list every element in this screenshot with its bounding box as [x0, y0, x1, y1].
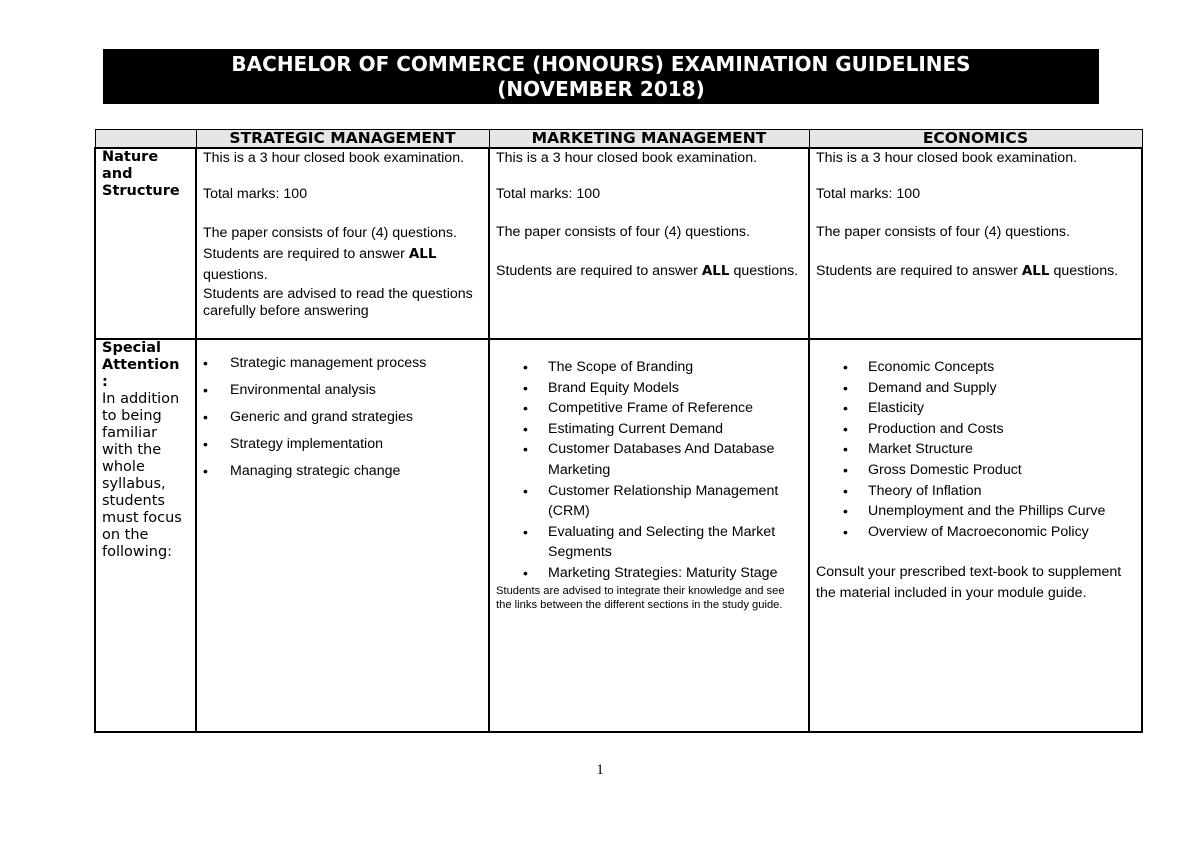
marketing-answer-all: Students are required to answer ALL questions. [496, 263, 799, 279]
strategic-topic-item [203, 354, 482, 372]
nature-structure-row [95, 148, 1142, 339]
strategic-topic-item-text: Strategy implementation [230, 436, 383, 452]
strategic-topic-item [203, 435, 482, 453]
bullet-icon: • [843, 461, 848, 478]
bullet-icon: • [203, 355, 208, 371]
economics-topic-item [816, 419, 1135, 440]
economics-total-marks: Total marks: 100 [816, 186, 921, 202]
marketing-topic-item-text: Marketing Strategies: Maturity Stage [548, 564, 778, 581]
page-number: 1 [596, 762, 604, 778]
economics-topics-list [816, 357, 1135, 542]
bullet-icon: • [523, 441, 528, 458]
marketing-paper-structure: The paper consists of four (4) questions. [496, 224, 750, 240]
special-attention-row [95, 339, 1142, 732]
marketing-topic-item-text: The Scope of Branding [548, 359, 694, 375]
table-header-row [95, 130, 1142, 149]
marketing-topics-cell [489, 339, 809, 732]
strategic-topics-cell [196, 339, 489, 732]
economics-topic-item-text: Overview of Macroeconomic Policy [868, 523, 1089, 540]
strategic-topic-item-text: Environmental analysis [230, 382, 376, 398]
marketing-topic-item [496, 378, 802, 399]
bullet-icon: • [843, 482, 848, 499]
bullet-icon: • [523, 523, 528, 540]
marketing-topic-item-text: Competitive Frame of Reference [548, 400, 754, 417]
economics-textbook-note: Consult your prescribed text-book to supplement the material included in your module guide. [816, 564, 1122, 602]
bullet-icon: • [843, 523, 848, 540]
economics-topic-item [816, 460, 1135, 481]
row-label-special [95, 339, 196, 732]
economics-topic-item [816, 481, 1135, 502]
header-economics: ECONOMICS [809, 130, 1142, 149]
header-marketing-management: MARKETING MANAGEMENT [489, 130, 809, 149]
economics-topic-item-text: Economic Concepts [868, 359, 995, 375]
economics-topics-cell [809, 339, 1142, 732]
bullet-icon: • [523, 420, 528, 437]
economics-topic-item [816, 501, 1135, 522]
bullet-icon: • [203, 409, 208, 425]
economics-topic-item-text: Elasticity [868, 400, 924, 417]
economics-topic-item [816, 439, 1135, 460]
economics-paper-structure: The paper consists of four (4) questions. [816, 224, 1070, 240]
marketing-exam-type: This is a 3 hour closed book examination. [496, 150, 758, 166]
bullet-icon: • [203, 463, 208, 479]
special-attention-label: Special Attention : [102, 340, 180, 390]
bullet-icon: • [523, 564, 528, 581]
marketing-topic-item-text: Estimating Current Demand [548, 420, 724, 437]
special-attention-text: In addition to being familiar with the whole syllabus, students must focus on the following: [102, 391, 182, 560]
strategic-topic-item-text: Managing strategic change [230, 463, 401, 479]
marketing-topic-item [496, 357, 802, 378]
economics-topic-item-text: Gross Domestic Product [868, 461, 1022, 478]
strategic-nature-cell [196, 148, 489, 339]
economics-topic-item-text: Production and Costs [868, 420, 1004, 437]
marketing-topics-list [496, 357, 802, 584]
row-label-nature [95, 148, 196, 339]
nature-label: Nature and Structure [102, 149, 180, 199]
economics-answer-all: Students are required to answer ALL questions. [816, 263, 1119, 279]
marketing-integration-note: Students are advised to integrate their knowledge and see the links between the different sections in the study guide. [496, 584, 785, 611]
strategic-advice: Students are advised to read the questions carefully before answering [203, 286, 473, 319]
strategic-topic-item [203, 408, 482, 426]
bullet-icon: • [203, 436, 208, 452]
marketing-topic-item [496, 563, 802, 584]
strategic-total-marks: Total marks: 100 [203, 186, 308, 202]
marketing-topic-item [496, 439, 802, 480]
economics-topic-item-text: Theory of Inflation [868, 482, 982, 499]
economics-topic-item-text: Unemployment and the Phillips Curve [868, 503, 1106, 520]
bullet-icon: • [843, 359, 848, 375]
bullet-icon: • [523, 400, 528, 417]
bullet-icon: • [843, 379, 848, 396]
guidelines-table [94, 129, 1143, 733]
bullet-icon: • [203, 382, 208, 398]
marketing-topic-item [496, 522, 802, 563]
bullet-icon: • [523, 379, 528, 396]
title-line-2: (NOVEMBER 2018) [497, 77, 705, 101]
strategic-topic-item [203, 381, 482, 399]
marketing-topic-item-text: Customer Databases And Database Marketing [548, 441, 775, 478]
economics-exam-type: This is a 3 hour closed book examination. [816, 150, 1078, 166]
bullet-icon: • [843, 503, 848, 520]
marketing-topic-item [496, 481, 802, 522]
strategic-topic-item [203, 462, 482, 480]
title-line-1: BACHELOR OF COMMERCE (HONOURS) EXAMINATION GUIDELINES [231, 52, 971, 76]
strategic-topic-item-text: Generic and grand strategies [230, 409, 413, 425]
bullet-icon: • [523, 482, 528, 499]
all-keyword: ALL [408, 246, 437, 262]
bullet-icon: • [843, 441, 848, 458]
economics-nature-cell [809, 148, 1142, 339]
bullet-icon: • [523, 359, 528, 375]
economics-topic-item [816, 357, 1135, 378]
economics-topic-item [816, 522, 1135, 543]
strategic-topic-item-text: Strategic management process [230, 355, 427, 371]
marketing-total-marks: Total marks: 100 [496, 186, 601, 202]
strategic-exam-type: This is a 3 hour closed book examination. [203, 150, 465, 166]
header-blank [95, 130, 196, 149]
economics-topic-item [816, 378, 1135, 399]
economics-topic-item [816, 398, 1135, 419]
marketing-topic-item [496, 419, 802, 440]
marketing-nature-cell [489, 148, 809, 339]
marketing-topic-item [496, 398, 802, 419]
economics-topic-item-text: Market Structure [868, 441, 973, 458]
all-keyword: ALL [1021, 263, 1050, 279]
bullet-icon: • [843, 420, 848, 437]
strategic-paper-structure: The paper consists of four (4) questions. Students are required to answer ALL questions. [203, 225, 457, 283]
marketing-topic-item-text: Customer Relationship Management (CRM) [548, 482, 779, 520]
all-keyword: ALL [701, 263, 730, 279]
economics-topic-item-text: Demand and Supply [868, 379, 997, 396]
strategic-topics-list [203, 354, 482, 480]
bullet-icon: • [843, 400, 848, 417]
marketing-topic-item-text: Brand Equity Models [548, 379, 679, 396]
document-title [103, 49, 1099, 104]
marketing-topic-item-text: Evaluating and Selecting the Market Segments [548, 523, 776, 561]
header-strategic-management: STRATEGIC MANAGEMENT [196, 130, 489, 149]
